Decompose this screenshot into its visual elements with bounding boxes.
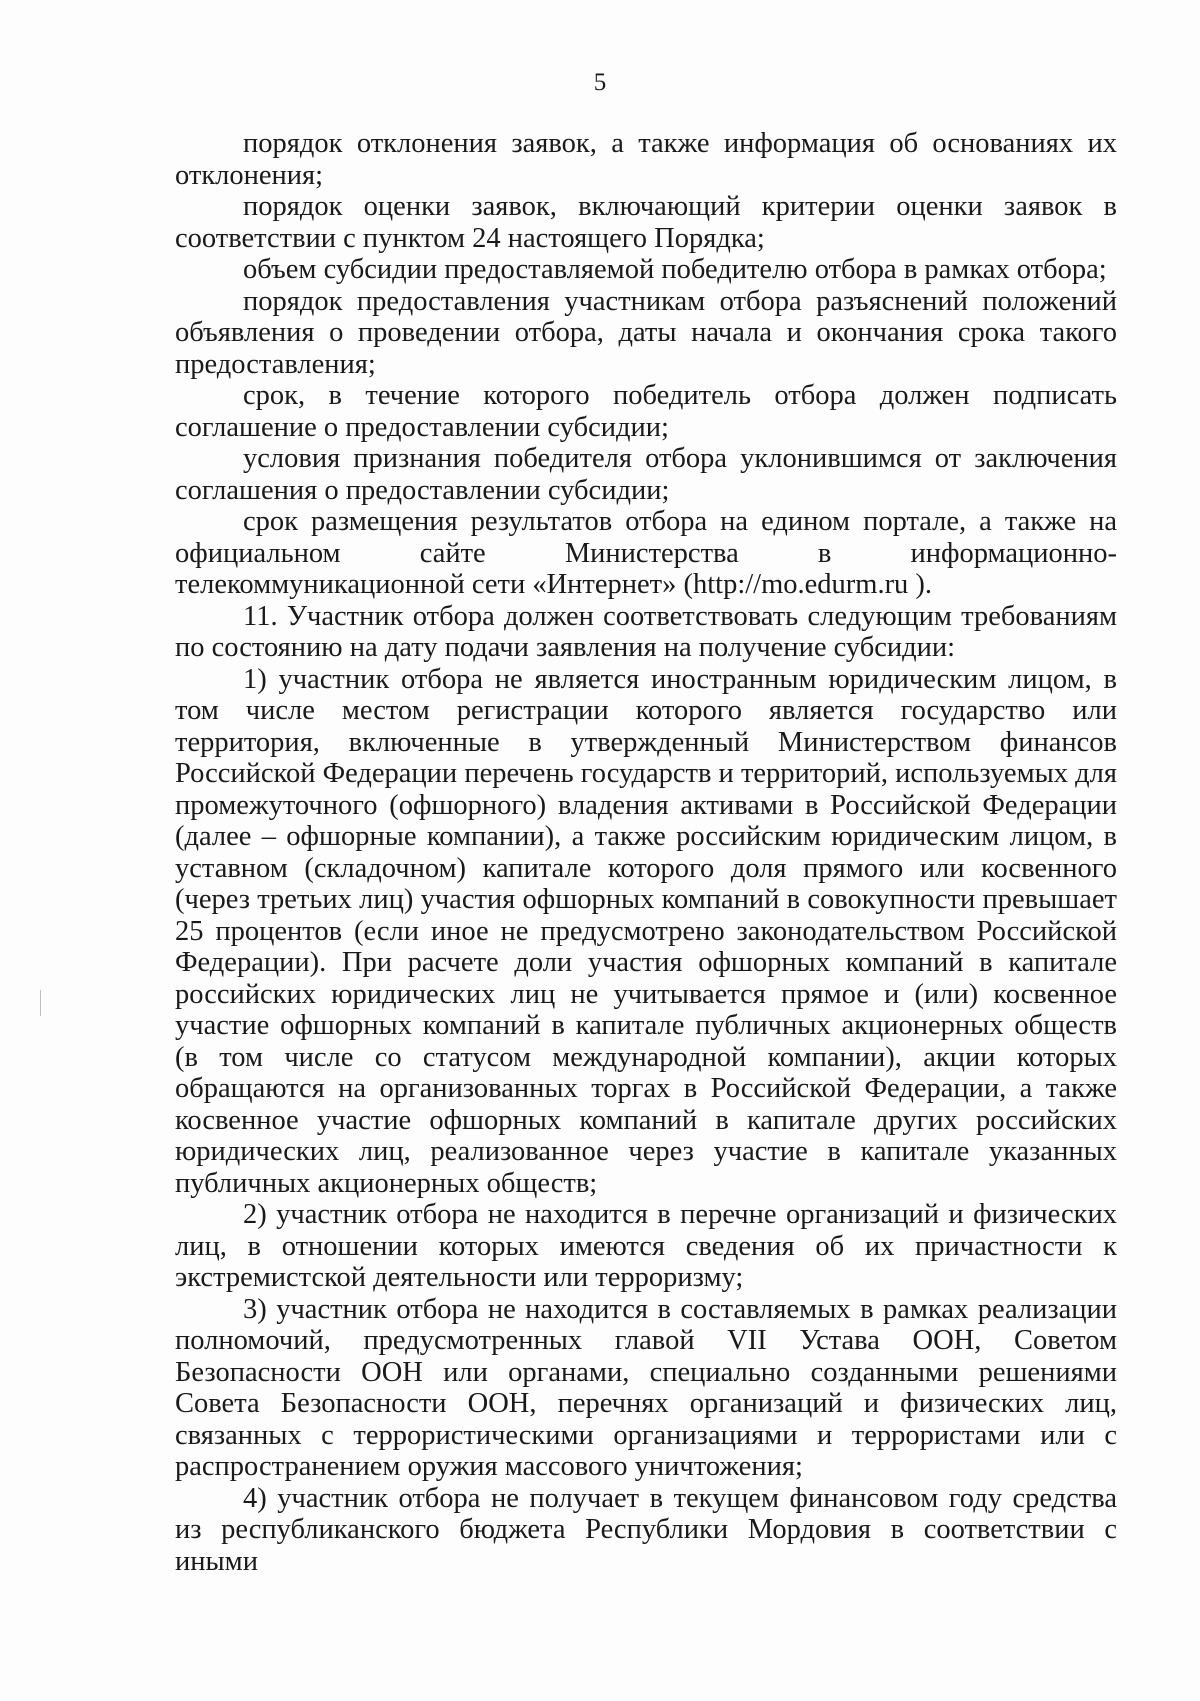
paragraph-results-publication: срок размещения результатов отбора на едином портале, а также на официальном сайте Министерства в информационно-телекоммуникационной сети «Интернет» (http://mo.edurm.ru ).	[175, 506, 1117, 600]
paragraph-subsidy-amount: объем субсидии предоставляемой победителю отбора в рамках отбора;	[243, 254, 1107, 285]
document-body	[175, 128, 1117, 1577]
paragraph-evasion-conditions: условия признания победителя отбора уклонившимся от заключения соглашения о предоставлении субсидии;	[175, 443, 1117, 506]
paragraph-requirement-2: 2) участник отбора не находится в перечне организаций и физических лиц, в отношении которых имеются сведения об их причастности к экстремистской деятельности или терроризму;	[175, 1199, 1117, 1293]
page-number: 5	[593, 69, 607, 96]
scan-margin-mark	[40, 990, 41, 1016]
paragraph-requirement-1: 1) участник отбора не является иностранным юридическим лицом, в том числе местом регистрации которого является государство или территория, включенные в утвержденный Министерством финансов Российской Федерации перечень государств и территорий, используемых для промежуточного (офшорного) владения активами в Российской Федерации (далее – офшорные компании), а также российским юридическим лицом, в уставном (складочном) капитале которого доля прямого или косвенного (через третьих лиц) участия офшорных компаний в совокупности превышает 25 процентов (если иное не предусмотрено законодательством Российской Федерации). При расчете доли участия офшорных компаний в капитале российских юридических лиц не учитывается прямое и (или) косвенное участие офшорных компаний в капитале публичных акционерных обществ (в том числе со статусом международной компании), акции которых обращаются на организованных торгах в Российской Федерации, а также косвенное участие офшорных компаний в капитале других российских юридических лиц, реализованное через участие в капитале указанных публичных акционерных обществ;	[175, 663, 1117, 1199]
paragraph-rejection-procedure: порядок отклонения заявок, а также информация об основаниях их отклонения;	[175, 128, 1117, 191]
paragraph-evaluation-procedure: порядок оценки заявок, включающий критерии оценки заявок в соответствии с пунктом 24 настоящего Порядка;	[175, 191, 1117, 254]
paragraph-requirement-4: 4) участник отбора не получает в текущем финансовом году средства из республиканского бюджета Республики Мордовия в соответствии с иными	[175, 1482, 1117, 1577]
paragraph-clarifications: порядок предоставления участникам отбора разъяснений положений объявления о проведении отбора, даты начала и окончания срока такого предоставления;	[175, 285, 1117, 380]
paragraph-requirement-3: 3) участник отбора не находится в составляемых в рамках реализации полномочий, предусмотренных главой VII Устава ООН, Советом Безопасности ООН или органами, специально созданными решениями Совета Безопасности ООН, перечнях организаций и физических лиц, связанных с террористическими организациями и террористами или с распространением оружия массового уничтожения;	[175, 1293, 1117, 1482]
paragraph-item-11: 11. Участник отбора должен соответствовать следующим требованиям по состоянию на дату подачи заявления на получение субсидии:	[175, 600, 1117, 663]
paragraph-signing-deadline: срок, в течение которого победитель отбора должен подписать соглашение о предоставлении субсидии;	[175, 380, 1117, 443]
